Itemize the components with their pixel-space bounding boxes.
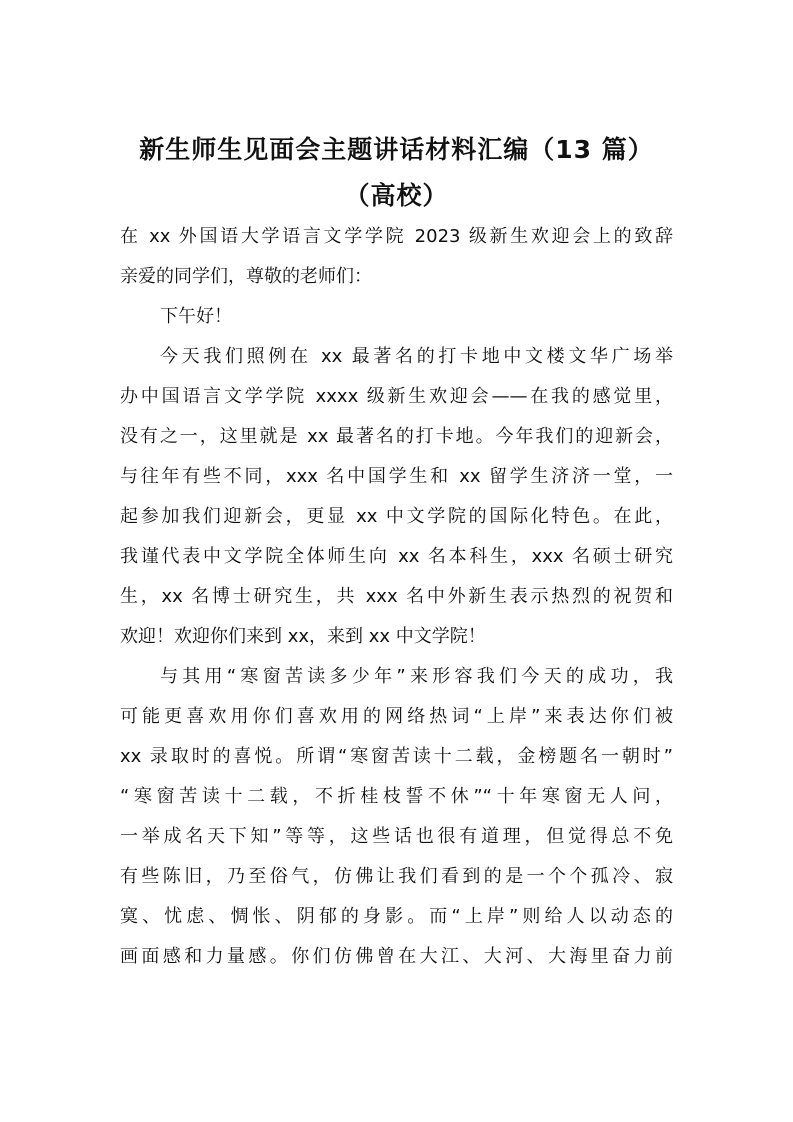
text-line: “寒窗苦读十二载，不折桂枝誓不休”“十年寒窗无人问， xyxy=(120,786,673,807)
text-line: 可能更喜欢用你们喜欢用的网络热词“上岸”来表达你们被 xyxy=(120,706,673,727)
text-line: 起参加我们迎新会，更显 xx 中文学院的国际化特色。在此， xyxy=(120,506,673,527)
text-line: xx 录取时的喜悦。所谓“寒窗苦读十二载，金榜题名一朝时” xyxy=(120,746,673,767)
text-line: 一举成名天下知”等等，这些话也很有道理，但觉得总不免 xyxy=(120,826,673,847)
text-line: 寞、忧虑、惆怅、阴郁的身影。而“上岸”则给人以动态的 xyxy=(120,906,673,927)
text-line: 与其用“寒窗苦读多少年”来形容我们今天的成功，我 xyxy=(160,666,673,687)
text-line: 没有之一，这里就是 xx 最著名的打卡地。今年我们的迎新会， xyxy=(120,426,673,447)
text-line: 办中国语言文学学院 xxxx 级新生欢迎会——在我的感觉里， xyxy=(120,386,673,407)
text-line: 我谨代表中文学院全体师生向 xx 名本科生，xxx 名硕士研究 xyxy=(120,546,673,567)
text-line: 与往年有些不同，xxx 名中国学生和 xx 留学生济济一堂，一 xyxy=(120,466,673,487)
text-line: 在 xx 外国语大学语言文学学院 2023 级新生欢迎会上的致辞 xyxy=(120,226,673,247)
text-line: 生，xx 名博士研究生，共 xxx 名中外新生表示热烈的祝贺和 xyxy=(120,586,673,607)
document-subtitle: （高校） xyxy=(344,181,449,210)
text-line: 亲爱的同学们，尊敬的老师们： xyxy=(120,266,372,287)
document-title: 新生师生见面会主题讲话材料汇编（13 篇） xyxy=(139,135,654,164)
document-body xyxy=(120,220,673,980)
text-line: 今天我们照例在 xx 最著名的打卡地中文楼文华广场举 xyxy=(160,346,673,367)
text-line: 画面感和力量感。你们仿佛曾在大江、大河、大海里奋力前 xyxy=(120,946,673,967)
text-line: 有些陈旧，乃至俗气，仿佛让我们看到的是一个个孤冷、寂 xyxy=(120,866,673,887)
text-line: 下午好！ xyxy=(160,306,232,327)
text-line: 欢迎！欢迎你们来到 xx，来到 xx 中文学院！ xyxy=(120,626,486,647)
